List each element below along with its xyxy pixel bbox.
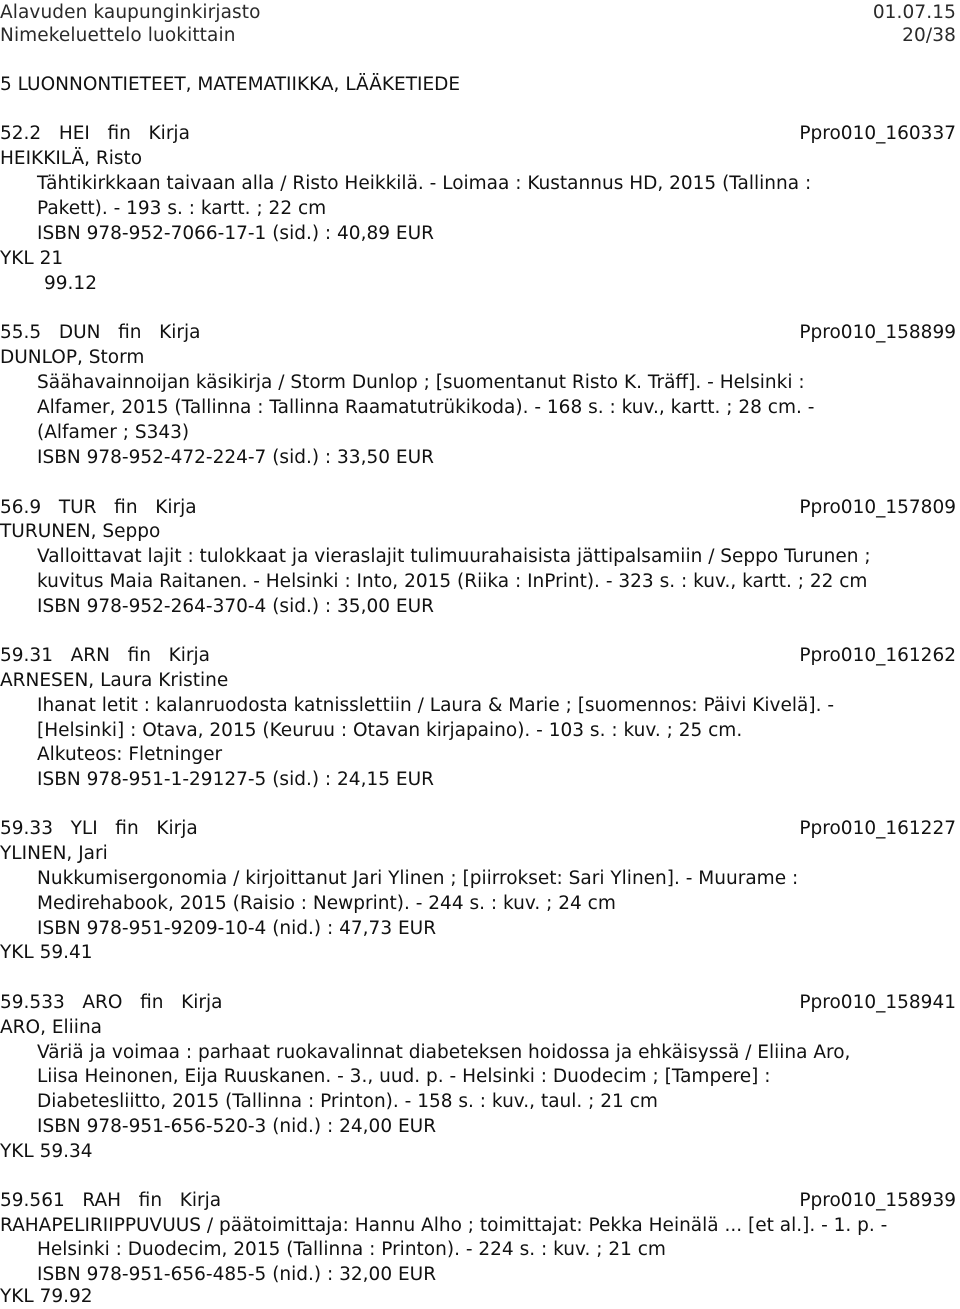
record-ykl-sub: 99.12 — [44, 273, 97, 294]
record-line: Pakett). - 193 s. : kartt. ; 22 cm — [37, 198, 327, 219]
record-line: ISBN 978-951-656-520-3 (nid.) : 24,00 EUR — [37, 1116, 437, 1137]
page-number: 20/38 — [902, 25, 956, 46]
record-line: ISBN 978-952-472-224-7 (sid.) : 33,50 EUR — [37, 447, 434, 468]
record-class: 59.533 ARO fin Kirja — [0, 992, 223, 1013]
record-class: 56.9 TUR fin Kirja — [0, 497, 197, 518]
record-author: RAHAPELIRIIPPUVUUS / päätoimittaja: Hannu Alho ; toimittajat: Pekka Heinälä ... [et al.]. - 1. p. - — [0, 1215, 888, 1236]
record-id: Ppro010_158939 — [799, 1190, 956, 1211]
record-line: Väriä ja voimaa : parhaat ruokavalinnat diabeteksen hoidossa ja ehkäisyssä / Eliina Aro, — [37, 1042, 851, 1063]
page-header-line-2 — [0, 23, 956, 48]
record-class: 52.2 HEI fin Kirja — [0, 123, 190, 144]
record-ykl: YKL 21 — [0, 248, 64, 269]
record-id: Ppro010_158941 — [799, 992, 956, 1013]
record-line: Alkuteos: Fletninger — [37, 744, 223, 765]
record-line: Helsinki : Duodecim, 2015 (Tallinna : Printon). - 224 s. : kuv. ; 21 cm — [37, 1239, 666, 1260]
record-line: [Helsinki] : Otava, 2015 (Keuruu : Otavan kirjapaino). - 103 s. : kuv. ; 25 cm. — [37, 720, 743, 741]
page-header-line-1 — [0, 0, 956, 25]
record-line: ISBN 978-952-7066-17-1 (sid.) : 40,89 EUR — [37, 223, 434, 244]
record-head — [0, 1188, 956, 1213]
record-head — [0, 990, 956, 1015]
record-class: 59.561 RAH fin Kirja — [0, 1190, 222, 1211]
record-line: ISBN 978-952-264-370-4 (sid.) : 35,00 EUR — [37, 596, 434, 617]
record-id: Ppro010_161227 — [799, 818, 956, 839]
record-author: TURUNEN, Seppo — [0, 521, 161, 542]
record-head — [0, 643, 956, 668]
record-line: Tähtikirkkaan taivaan alla / Risto Heikkilä. - Loimaa : Kustannus HD, 2015 (Tallinna : — [37, 173, 812, 194]
record-id: Ppro010_161262 — [799, 645, 956, 666]
record-class: 59.31 ARN fin Kirja — [0, 645, 210, 666]
record-class: 55.5 DUN fin Kirja — [0, 322, 201, 343]
print-date: 01.07.15 — [872, 2, 956, 23]
record-head — [0, 816, 956, 841]
record-author: ARO, Eliina — [0, 1017, 103, 1038]
list-title: Nimekeluettelo luokittain — [0, 25, 236, 46]
record-head — [0, 320, 956, 345]
record-line: Medirehabook, 2015 (Raisio : Newprint). - 244 s. : kuv. ; 24 cm — [37, 893, 616, 914]
record-ykl: YKL 59.34 — [0, 1141, 93, 1162]
record-line: Nukkumisergonomia / kirjoittanut Jari Ylinen ; [piirrokset: Sari Ylinen]. - Muurame : — [37, 868, 799, 889]
record-id: Ppro010_160337 — [799, 123, 956, 144]
record-author: HEIKKILÄ, Risto — [0, 148, 143, 169]
record-line: Liisa Heinonen, Eija Ruuskanen. - 3., uud. p. - Helsinki : Duodecim ; [Tampere] : — [37, 1066, 771, 1087]
record-line: Ihanat letit : kalanruodosta katnisslettiin / Laura & Marie ; [suomennos: Päivi Kivelä]. - — [37, 695, 835, 716]
record-author: ARNESEN, Laura Kristine — [0, 670, 229, 691]
record-line: Säähavainnoijan käsikirja / Storm Dunlop ; [suomentanut Risto K. Träff]. - Helsinki : — [37, 372, 805, 393]
record-ykl: YKL 79.92 — [0, 1286, 93, 1307]
record-id: Ppro010_158899 — [799, 322, 956, 343]
record-author: DUNLOP, Storm — [0, 347, 145, 368]
record-line: Alfamer, 2015 (Tallinna : Tallinna Raamatutrükikoda). - 168 s. : kuv., kartt. ; 28 cm. - — [37, 397, 815, 418]
record-author: YLINEN, Jari — [0, 843, 108, 864]
record-line: Valloittavat lajit : tulokkaat ja vieraslajit tulimuurahaisista jättipalsamiin / Seppo Turunen ; — [37, 546, 871, 567]
record-class: 59.33 YLI fin Kirja — [0, 818, 198, 839]
section-title: 5 LUONNONTIETEET, MATEMATIIKKA, LÄÄKETIEDE — [0, 74, 461, 95]
library-name: Alavuden kaupunginkirjasto — [0, 2, 261, 23]
record-ykl: YKL 59.41 — [0, 942, 93, 963]
record-line: ISBN 978-951-1-29127-5 (sid.) : 24,15 EUR — [37, 769, 434, 790]
record-id: Ppro010_157809 — [799, 497, 956, 518]
record-head — [0, 121, 956, 146]
record-line: ISBN 978-951-656-485-5 (nid.) : 32,00 EUR — [37, 1264, 437, 1285]
record-line: Diabetesliitto, 2015 (Tallinna : Printon). - 158 s. : kuv., taul. ; 21 cm — [37, 1091, 658, 1112]
record-line: kuvitus Maia Raitanen. - Helsinki : Into, 2015 (Riika : InPrint). - 323 s. : kuv., kartt. ; 22 cm — [37, 571, 868, 592]
record-head — [0, 495, 956, 520]
record-line: ISBN 978-951-9209-10-4 (nid.) : 47,73 EUR — [37, 918, 437, 939]
record-line: (Alfamer ; S343) — [37, 422, 190, 443]
